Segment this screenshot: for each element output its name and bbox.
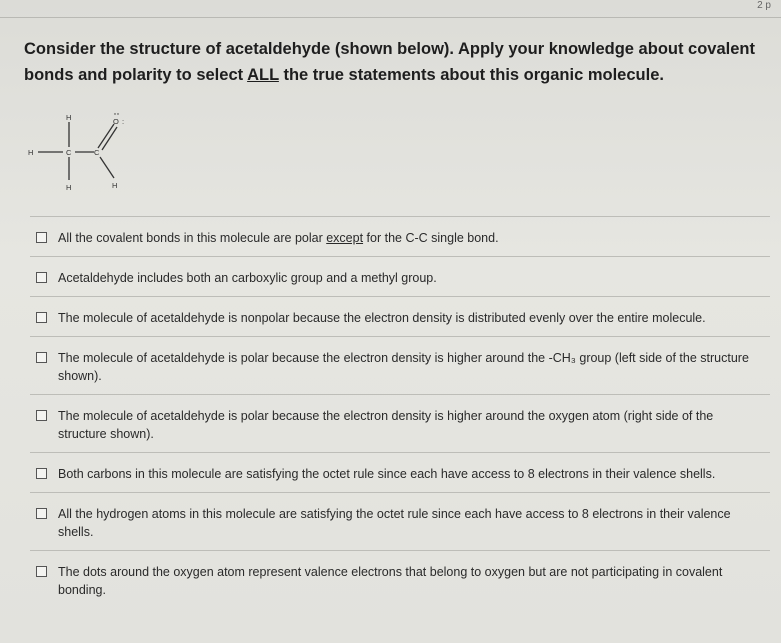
acetaldehyde-structure [24, 112, 144, 196]
option-1[interactable] [30, 256, 770, 296]
option-label: The molecule of acetaldehyde is nonpolar because the electron density is distributed evenly over the entire molecule. [58, 311, 706, 325]
option-checkbox[interactable] [36, 232, 47, 243]
option-checkbox[interactable] [36, 410, 47, 421]
oxygen-lone-pair-top-dot [117, 113, 118, 114]
top-divider [0, 17, 781, 18]
option-checkbox[interactable] [36, 272, 47, 283]
option-label: The molecule of acetaldehyde is polar because the electron density is higher around the -CH₃ group (left side of the structure shown). [58, 351, 749, 383]
atom-o: O [113, 117, 119, 126]
option-text-tail: for the C-C single bond. [363, 231, 499, 245]
option-checkbox[interactable] [36, 352, 47, 363]
option-label: Both carbons in this molecule are satisfying the octet rule since each have access to 8 electrons in their valence shells. [58, 467, 716, 481]
option-3[interactable] [30, 336, 770, 394]
option-checkbox[interactable] [36, 508, 47, 519]
option-checkbox[interactable] [36, 312, 47, 323]
atom-h-top: H [66, 113, 72, 122]
option-7[interactable] [30, 550, 770, 608]
atom-c2: C [94, 148, 100, 157]
question-text-part1: Consider the structure of acetaldehyde (shown below). Apply your knowledge about covalent bonds and polarity to select [24, 40, 755, 84]
option-label: All the hydrogen atoms in this molecule are satisfying the octet rule since each have access to 8 electrons in their valence shells. [58, 507, 731, 539]
question-text-part2: the true statements about this organic molecule. [278, 66, 664, 84]
oxygen-lone-pair-right: : [122, 117, 125, 126]
question-emphasis: ALL [247, 66, 279, 84]
option-2[interactable] [30, 296, 770, 336]
option-checkbox[interactable] [36, 566, 47, 577]
option-6[interactable] [30, 492, 770, 550]
option-4[interactable] [30, 394, 770, 452]
atom-c1: C [66, 148, 72, 157]
atom-h-bottom: H [66, 183, 72, 192]
option-0[interactable] [30, 216, 770, 256]
atom-h-right: H [112, 181, 118, 190]
atom-h-left: H [28, 148, 34, 157]
option-label [58, 231, 499, 245]
bond-c-h-right [100, 157, 114, 178]
answer-options [30, 216, 770, 608]
option-label: The molecule of acetaldehyde is polar because the electron density is higher around the oxygen atom (right side of the structure shown). [58, 409, 714, 441]
option-emphasis: except [326, 231, 364, 245]
oxygen-lone-pair-top-dot [114, 113, 115, 114]
option-label: Acetaldehyde includes both an carboxylic group and a methyl group. [58, 271, 437, 285]
points-indicator: 2 p [757, 0, 771, 11]
option-text: All the covalent bonds in this molecule are polar [58, 231, 327, 245]
question-prompt [24, 36, 764, 88]
option-5[interactable] [30, 452, 770, 492]
option-label: The dots around the oxygen atom represent valence electrons that belong to oxygen but are not participating in covalent bonding. [58, 565, 723, 597]
option-checkbox[interactable] [36, 468, 47, 479]
